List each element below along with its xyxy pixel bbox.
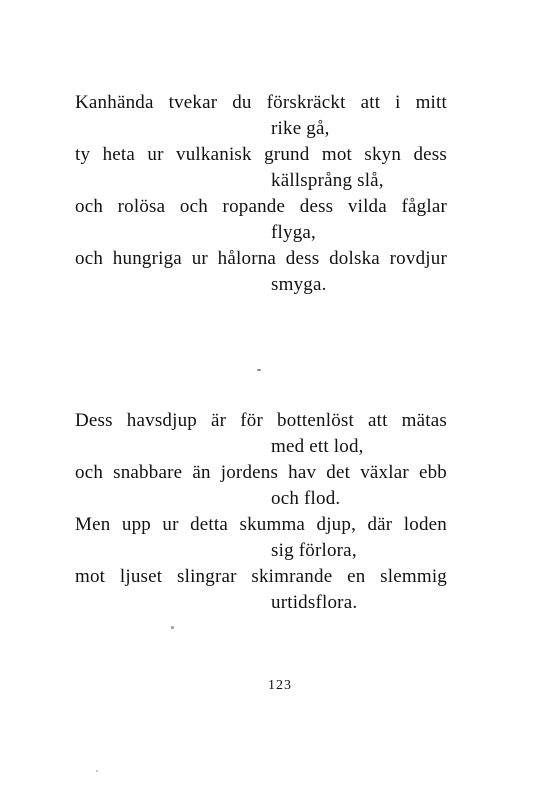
verse-line: mot ljuset slingrar skimrande en slemmig (75, 566, 447, 587)
verse-continuation: flyga, (271, 222, 316, 243)
stanza-2 (75, 408, 447, 616)
verse-continuation: och flod. (271, 488, 341, 509)
verse-continuation: rike gå, (271, 118, 330, 139)
verse-line: och hungriga ur hålorna dess dolska rovdjur (75, 248, 447, 269)
print-speck (171, 626, 174, 629)
verse-continuation: smyga. (271, 274, 327, 295)
verse-line: ty heta ur vulkanisk grund mot skyn dess (75, 144, 447, 165)
verse-line: och snabbare än jordens hav det växlar ebb (75, 462, 447, 483)
verse-continuation: med ett lod, (271, 436, 364, 457)
verse-line: Dess havsdjup är för bottenlöst att mätas (75, 410, 447, 431)
print-speck (257, 369, 261, 371)
verse-line: och rolösa och ropande dess vilda fåglar (75, 196, 447, 217)
print-speck (96, 770, 98, 772)
verse-line: Kanhända tvekar du förskräckt att i mitt (75, 92, 447, 113)
verse-continuation: urtidsflora. (271, 592, 358, 613)
stanza-1 (75, 90, 447, 298)
page-number: 123 (268, 678, 292, 693)
verse-continuation: källsprång slå, (271, 170, 384, 191)
verse-line: Men upp ur detta skumma djup, där loden (75, 514, 447, 535)
verse-continuation: sig förlora, (271, 540, 357, 561)
